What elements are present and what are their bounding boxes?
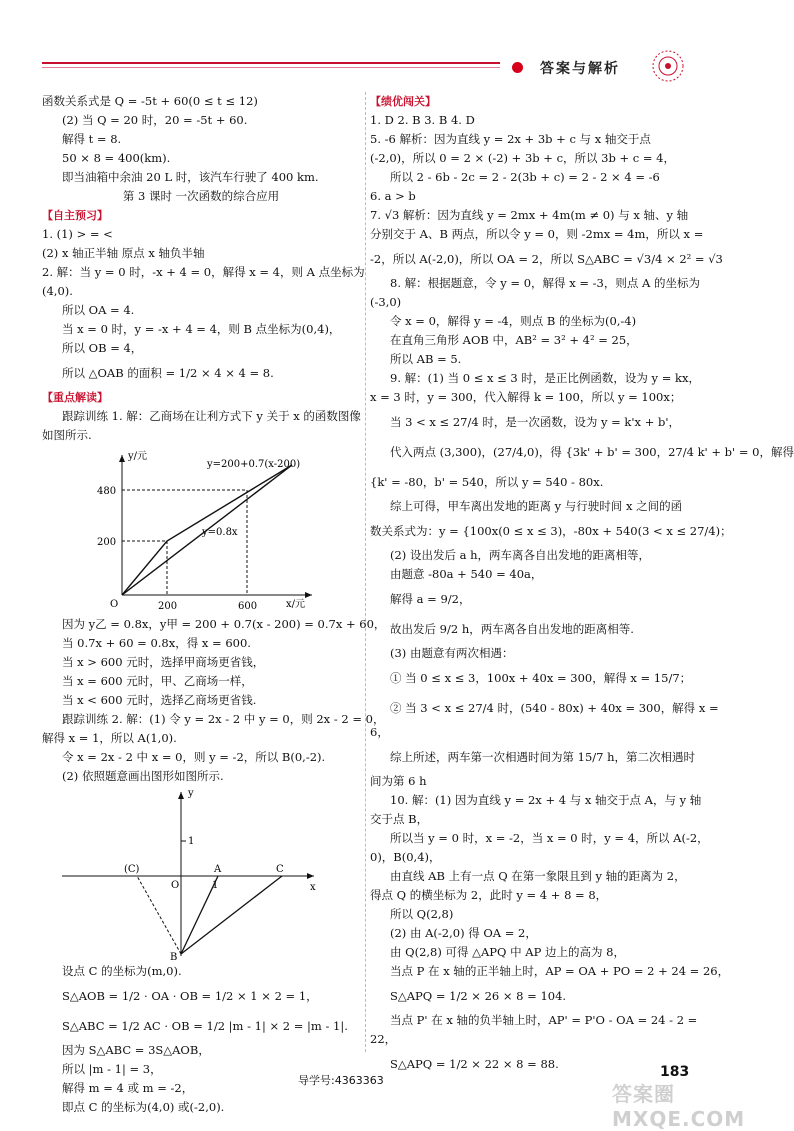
text-line: 所以 AB = 5. [390, 352, 462, 366]
text-line: (4,0). [42, 284, 73, 298]
text-line: 当 3 < x ≤ 27/4 时，是一次函数，设为 y = k'x + b'， [390, 415, 681, 429]
tick-one-x: 1 [212, 880, 219, 891]
text-line: 当 x = 0 时，y = -x + 4 = 4，则 B 点坐标为(0,4)， [62, 322, 341, 336]
text-line: 当 x = 600 元时，甲、乙商场一样， [62, 674, 253, 688]
section-tag: 【自主预习】 [42, 209, 108, 222]
decorative-flower-icon [648, 46, 688, 86]
text-line: x = 3 时，y = 300，代入解得 k = 100，所以 y = 100x； [370, 390, 682, 404]
text-line: {k' = -80，b' = 540，所以 y = 540 - 80x. [370, 475, 604, 489]
text-line: 所以 Q(2,8) [390, 907, 454, 921]
text-line: 分别交于 A、B 两点，所以令 y = 0，则 -2mx = 4m，所以 x = [370, 227, 704, 241]
header-rule-top [42, 62, 500, 64]
text-line: 所以 2 - 6b - 2c = 2 - 2(3b + c) = 2 - 2 × 4 = -6 [390, 170, 660, 184]
text-line: 解得 x = 1，所以 A(1,0). [42, 731, 177, 745]
text-line: 即点 C 的坐标为(4,0) 或(-2,0). [62, 1100, 225, 1114]
point-c-label: C [276, 864, 284, 875]
x-axis-arrow-icon [305, 592, 312, 598]
tick-one-y: 1 [188, 836, 195, 847]
text-line: 当 x < 600 元时，选择乙商场更省钱. [62, 693, 257, 707]
text-line: 解得 a = 9/2， [390, 592, 471, 606]
text-line: 50 × 8 = 400(km). [62, 151, 171, 165]
text-line: (2) x 轴正半轴 原点 x 轴负半轴 [42, 246, 205, 260]
ytick-200: 200 [97, 537, 117, 548]
text-line: 故出发后 9/2 h，两车离各自出发地的距离相等. [390, 622, 634, 636]
text-line: 解得 m = 4 或 m = -2， [62, 1081, 194, 1095]
text-line: 2. 解：当 y = 0 时，-x + 4 = 0，解得 x = 4，则 A 点坐标为 [42, 265, 365, 279]
text-line: 所以当 y = 0 时，x = -2，当 x = 0 时，y = 4，所以 A(-2， [390, 831, 709, 845]
text-line: 所以 OB = 4， [62, 341, 143, 355]
text-line: 因为 y乙 = 0.8x，y甲 = 200 + 0.7(x - 200) = 0.7x + 60， [62, 617, 386, 631]
text-line: 当 x > 600 元时，选择甲商场更省钱， [62, 655, 265, 669]
text-line: -2，所以 A(-2,0)，所以 OA = 2，所以 S△ABC = √3/4 × 2² = √3 [370, 252, 723, 266]
section-heading: 第 3 课时 一次函数的综合应用 [122, 189, 280, 203]
text-line: 代入两点 (3,300)，(27/4,0)，得 {3k' + b' = 300，27/4 k' + b' = 0，解得 [390, 445, 794, 459]
text-line: 6. a > b [370, 189, 416, 203]
point-b-label: B [170, 952, 178, 963]
text-line: 函数关系式是 Q = -5t + 60(0 ≤ t ≤ 12) [42, 94, 258, 108]
text-line: 当点 P 在 x 轴的正半轴上时，AP = OA + PO = 2 + 24 = 26， [390, 964, 730, 978]
text-line: 数关系式为：y = {100x(0 ≤ x ≤ 3)，-80x + 540(3 < x ≤ 27/4)； [370, 524, 732, 538]
section-tag: 【绩优闯关】 [370, 95, 436, 108]
text-line: 跟踪训练 1. 解：乙商场在让利方式下 y 关于 x 的函数图像 [62, 409, 361, 423]
text-line: 1. D 2. B 3. B 4. D [370, 113, 475, 127]
origin-label: O [110, 599, 119, 610]
section-tag: 【重点解读】 [42, 391, 108, 404]
text-line: 所以 OA = 4. [62, 303, 135, 317]
origin-label: O [171, 880, 180, 891]
text-line: (2) 设出发后 a h，两车离各自出发地的距离相等， [390, 548, 651, 562]
text-line: (2) 依照题意画出图形如图所示. [62, 769, 224, 783]
text-line: 6， [370, 725, 389, 739]
y-axis-label: y/元 [128, 451, 148, 462]
text-line: 22， [370, 1032, 397, 1046]
func-label: y=200+0.7(x-200) [207, 459, 301, 470]
text-line: 0)，B(0,4)， [370, 850, 441, 864]
text-line: 当 0.7x + 60 = 0.8x，得 x = 600. [62, 636, 251, 650]
text-line: S△APQ = 1/2 × 26 × 8 = 104. [390, 989, 567, 1003]
xtick-200: 200 [158, 601, 178, 612]
text-line: 所以 |m - 1| = 3， [62, 1062, 162, 1076]
y-axis-label: y [188, 788, 194, 799]
watermark: 答案圈 MXQE.COM [612, 1082, 746, 1131]
text-line: 10. 解：(1) 因为直线 y = 2x + 4 与 x 轴交于点 A，与 y 轴 [390, 793, 702, 807]
text-line: 设点 C 的坐标为(m,0). [62, 964, 182, 978]
text-line: 在直角三角形 AOB 中，AB² = 3² + 4² = 25， [390, 333, 638, 347]
ytick-480: 480 [97, 486, 117, 497]
xtick-600: 600 [238, 601, 258, 612]
text-line: 综上可得，甲车离出发地的距离 y 与行驶时间 x 之间的函 [390, 499, 683, 513]
text-line: 间为第 6 h [370, 774, 427, 788]
text-line: 所以 △OAB 的面积 = 1/2 × 4 × 4 = 8. [62, 366, 274, 380]
text-line: S△APQ = 1/2 × 22 × 8 = 88. [390, 1057, 559, 1071]
header-title: 答案与解析 [540, 61, 620, 77]
text-line: 因为 S△ABC = 3S△AOB， [62, 1043, 210, 1057]
text-line: (-2,0)，所以 0 = 2 × (-2) + 3b + c，所以 3b + c = 4， [370, 151, 676, 165]
column-separator [365, 92, 366, 1052]
text-line: 9. 解：(1) 当 0 ≤ x ≤ 3 时，是正比例函数，设为 y = kx， [390, 371, 700, 385]
page-number: 183 [660, 1064, 690, 1080]
text-line: 由 Q(2,8) 可得 △APQ 中 AP 边上的高为 8， [390, 945, 625, 959]
line-label: y=0.8x [202, 527, 238, 538]
header-dot-icon [512, 62, 523, 73]
text-line: 8. 解：根据题意，令 y = 0，解得 x = -3，则点 A 的坐标为 [390, 276, 700, 290]
text-line: 交于点 B， [370, 812, 429, 826]
text-line: 5. -6 解析：因为直线 y = 2x + 3b + c 与 x 轴交于点 [370, 132, 651, 146]
point-a-label: A [214, 864, 222, 875]
text-line: S△ABC = 1/2 AC · OB = 1/2 |m - 1| × 2 = |m - 1|. [62, 1019, 348, 1033]
segment-bc [181, 876, 282, 954]
text-line: 由直线 AB 上有一点 Q 在第一象限且到 y 轴的距离为 2， [390, 869, 686, 883]
text-line: 由题意 -80a + 540 = 40a， [390, 567, 543, 581]
text-line: ② 当 3 < x ≤ 27/4 时，(540 - 80x) + 40x = 300，解得 x = [390, 701, 719, 715]
text-line: 令 x = 2x - 2 中 x = 0，则 y = -2，所以 B(0,-2). [62, 750, 326, 764]
text-line: 1. (1) > = < [42, 227, 113, 241]
text-line: (-3,0) [370, 295, 402, 309]
coordinate-graph [42, 786, 360, 962]
text-line: 跟踪训练 2. 解：(1) 令 y = 2x - 2 中 y = 0，则 2x - 2 = 0， [62, 712, 385, 726]
header-rule-bottom [42, 67, 500, 68]
text-line: 即当油箱中余油 20 L 时，该汽车行驶了 400 km. [62, 170, 319, 184]
text-line: (2) 由 A(-2,0) 得 OA = 2， [390, 926, 537, 940]
text-line: (2) 当 Q = 20 时，20 = -5t + 60. [62, 113, 248, 127]
text-line: 令 x = 0，解得 y = -4，则点 B 的坐标为(0,-4) [390, 314, 637, 328]
price-comparison-chart [42, 445, 360, 615]
text-line: 如图所示. [42, 428, 92, 442]
text-line: 综上所述，两车第一次相遇时间为第 15/7 h，第二次相遇时 [390, 750, 696, 764]
text-line: ① 当 0 ≤ x ≤ 3，100x + 40x = 300，解得 x = 15/7； [390, 671, 692, 685]
text-line: S△AOB = 1/2 · OA · OB = 1/2 × 1 × 2 = 1， [62, 989, 318, 1003]
x-axis-label: x/元 [286, 599, 306, 610]
x-axis-arrow-icon [307, 873, 314, 879]
text-line: 得点 Q 的横坐标为 2，此时 y = 4 + 8 = 8， [370, 888, 608, 902]
text-line: 解得 t = 8. [62, 132, 122, 146]
text-line: (3) 由题意有两次相遇： [390, 646, 514, 660]
point-c-left-label: (C) [124, 864, 140, 875]
guide-code: 导学号:4363363 [298, 1074, 384, 1087]
text-line: 当点 P' 在 x 轴的负半轴上时，AP' = P'O - OA = 24 - 2 = [390, 1013, 698, 1027]
right-column [370, 92, 794, 1079]
y-axis-arrow-icon [119, 455, 125, 462]
y-axis-arrow-icon [178, 792, 184, 799]
x-axis-label: x [310, 882, 316, 893]
text-line: 7. √3 解析：因为直线 y = 2mx + 4m(m ≠ 0) 与 x 轴、y 轴 [370, 208, 689, 222]
